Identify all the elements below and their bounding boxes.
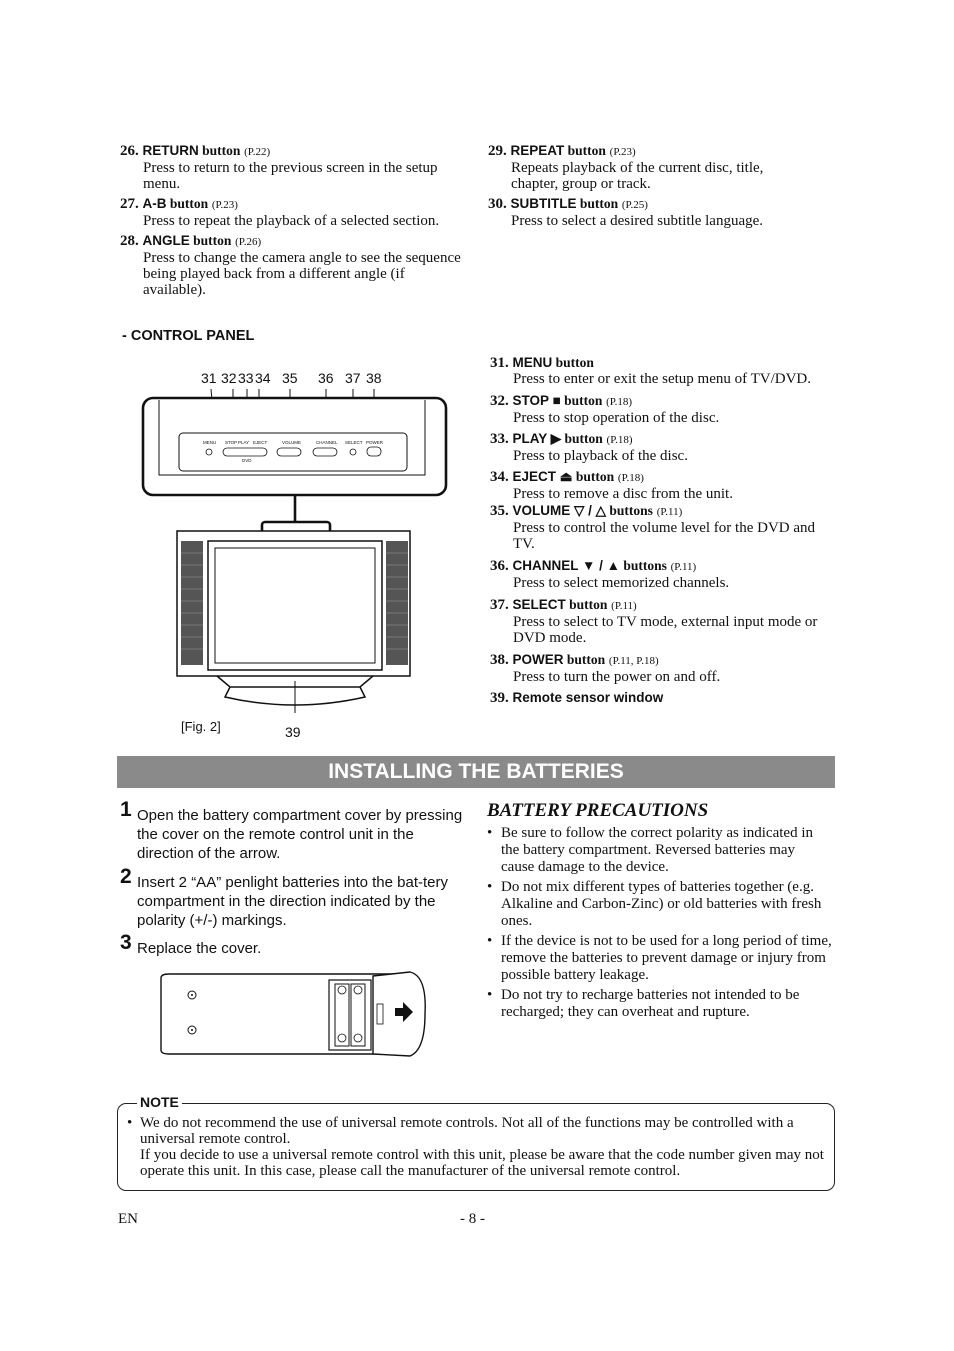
page-number: - 8 - — [460, 1211, 485, 1227]
panel-label-power: POWER — [366, 440, 384, 445]
panel-label-eject: EJECT — [253, 440, 268, 445]
step-1: 1 Open the battery compartment cover by pressing the cover on the remote control unit in the direction of the arrow. — [120, 798, 463, 862]
note-paragraph-2: If you decide to use a universal remote control with this unit, please be aware that the code number given may not operate this unit. In this case, please call the manufacturer of the universal remote control. — [140, 1147, 824, 1179]
callout-32: 32 — [221, 370, 237, 386]
callout-37: 37 — [345, 370, 361, 386]
callout-39: 39 — [285, 724, 301, 740]
remote-battery-illustration — [155, 968, 430, 1060]
precautions-title: BATTERY PRECAUTIONS — [487, 800, 709, 821]
item-27: 27. A-B button (P.23) Press to repeat the playback of a selected section. — [120, 196, 440, 229]
callout-36: 36 — [318, 370, 334, 386]
callout-34: 34 — [255, 370, 271, 386]
control-panel-heading: - CONTROL PANEL — [122, 328, 255, 344]
item-38: 38. POWER button (P.11, P.18) Press to turn the power on and off. — [490, 652, 721, 685]
step-2: 2 Insert 2 “AA” penlight batteries into the bat-tery compartment in the direction indicated by the polarity (+/-) markings. — [120, 865, 448, 929]
callout-35: 35 — [282, 370, 298, 386]
figure-caption: [Fig. 2] — [181, 719, 221, 734]
panel-label-dvd: DVD — [242, 458, 252, 463]
panel-label-play: PLAY — [238, 440, 250, 445]
panel-label-stop: STOP — [225, 440, 238, 445]
item-39: 39. Remote sensor window — [490, 690, 664, 706]
note-label: NOTE — [137, 1094, 182, 1110]
item-32: 32. STOP ■ button (P.18) Press to stop operation of the disc. — [490, 393, 720, 426]
step-3: 3 Replace the cover. — [120, 931, 262, 957]
item-37: 37. SELECT button (P.11) Press to select to TV mode, external input mode or DVD mode. — [490, 597, 818, 646]
precaution-item: • Do not try to recharge batteries not intended to be recharged; they can overheat and rupture. — [487, 987, 800, 1020]
footer-language: EN — [118, 1211, 138, 1227]
item-33: 33. PLAY ▶ button (P.18) Press to playback of the disc. — [490, 431, 688, 464]
panel-label-channel: CHANNEL — [316, 440, 338, 445]
precaution-item: • Do not mix different types of batteries together (e.g. Alkaline and Carbon-Zinc) or old batteries with fresh ones. — [487, 879, 822, 929]
item-36: 36. CHANNEL ▼ / ▲ buttons (P.11) Press to select memorized channels. — [490, 558, 730, 591]
precaution-item: • Be sure to follow the correct polarity as indicated in the battery compartment. Reversed batteries may cause damage to the device. — [487, 825, 813, 875]
item-35: 35. VOLUME ▽ / △ buttons (P.11) Press to control the volume level for the DVD and TV. — [490, 503, 816, 552]
callout-38: 38 — [366, 370, 382, 386]
panel-label-volume: VOLUME — [282, 440, 302, 445]
callout-33: 33 — [238, 370, 254, 386]
section-title-installing-batteries: INSTALLING THE BATTERIES — [117, 756, 835, 788]
item-34: 34. EJECT ⏏ button (P.18) Press to remove a disc from the unit. — [490, 469, 733, 502]
item-30: 30. SUBTITLE button (P.25) Press to select a desired subtitle language. — [488, 196, 764, 229]
note-paragraph-1: We do not recommend the use of universal remote controls. Not all of the functions may be controlled with a universal remote control. — [140, 1115, 794, 1147]
item-29: 29. REPEAT button (P.23) Repeats playback of the current disc, title, chapter, group or track. — [488, 143, 764, 192]
panel-label-menu: MENU — [203, 440, 217, 445]
precaution-item: • If the device is not to be used for a long period of time, remove the batteries to prevent damage or injury from possible battery leakage. — [487, 933, 832, 983]
item-26: 26. RETURN button (P.22) Press to return to the previous screen in the setup menu. — [120, 143, 438, 192]
note-text: • We do not recommend the use of universal remote controls. Not all of the functions may be controlled with a universal remote control. If you decide to use a universal remote control with this unit, please be aware that the code number given may not operate this unit. In this case, please call the manufacturer of the universal remote control. — [127, 1115, 827, 1179]
callout-31: 31 — [201, 370, 217, 386]
control-panel-figure — [135, 365, 460, 745]
panel-label-select: SELECT — [345, 440, 363, 445]
item-28: 28. ANGLE button (P.26) Press to change the camera angle to see the sequence being played back from a different angle (if available). — [120, 233, 461, 298]
item-31: 31. MENU button Press to enter or exit the setup menu of TV/DVD. — [490, 355, 812, 387]
